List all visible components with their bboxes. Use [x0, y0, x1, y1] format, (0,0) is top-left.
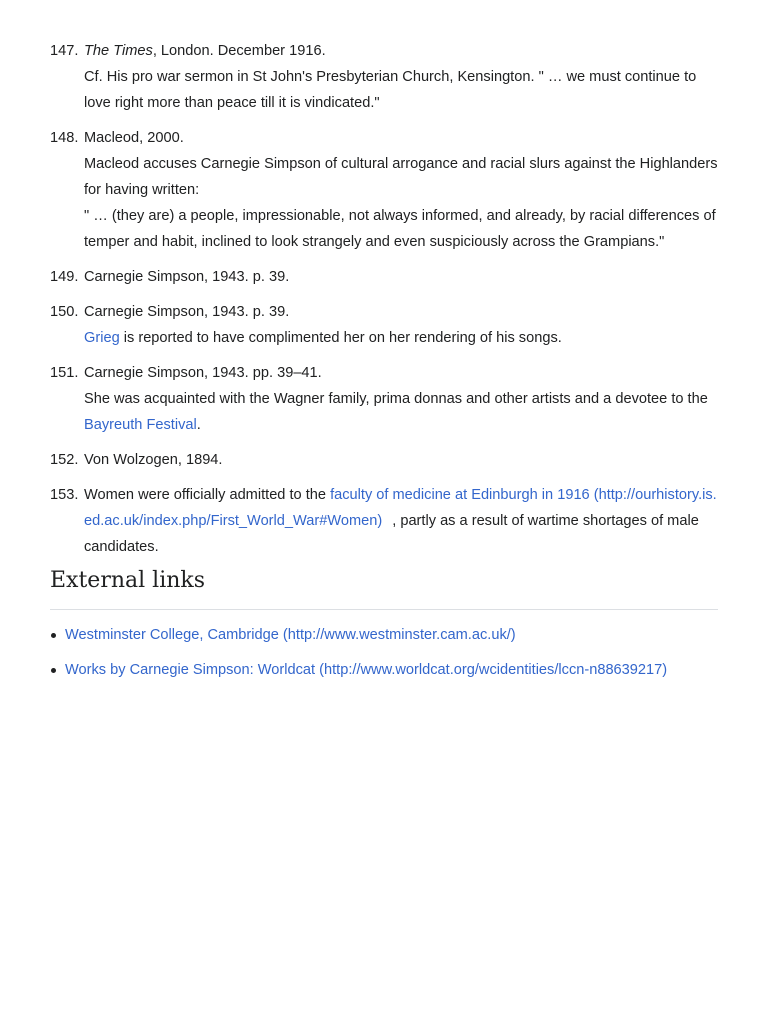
bullet-icon [51, 633, 56, 638]
citation-title: The Times [84, 43, 153, 59]
grieg-link[interactable]: Grieg [84, 330, 120, 346]
references-list [50, 38, 720, 569]
edinburgh-medicine-link[interactable]: faculty of medicine at Edinburgh in 1916 (http://ourhistory.is.ed.ac.uk/index.php/First_World_War#Women) [84, 487, 717, 529]
westminster-college-link[interactable]: Westminster College, Cambridge (http://www.westminster.cam.ac.uk/) [65, 627, 516, 643]
reference-153 [50, 482, 720, 560]
reference-number: 149. [50, 269, 79, 285]
reference-number: 152. [50, 452, 79, 468]
reference-citation: Carnegie Simpson, 1943. p. 39. [84, 269, 290, 285]
external-link-item [50, 622, 720, 648]
reference-citation: Macleod, 2000. [84, 130, 184, 146]
reference-148 [50, 125, 720, 255]
external-links-list [50, 622, 720, 692]
reference-number: 147. [50, 43, 79, 59]
reference-number: 151. [50, 365, 79, 381]
bullet-icon [51, 668, 56, 673]
external-link-item [50, 657, 720, 683]
reference-citation: Women were officially admitted to the faculty of medicine at Edinburgh in 1916 (http://ourhistory.is.ed.ac.uk/index.php/First_World_War#Women) , partly as a result of wartime shortages of male candidates. [84, 487, 717, 555]
reference-note: Grieg is reported to have complimented her on her rendering of his songs. [84, 330, 562, 346]
external-links-heading: External links [50, 564, 718, 610]
reference-note: She was acquainted with the Wagner family, prima donnas and other artists and a devotee to the Bayreuth Festival. [84, 391, 708, 433]
reference-number: 148. [50, 130, 79, 146]
worldcat-link[interactable]: Works by Carnegie Simpson: Worldcat (http://www.worldcat.org/wcidentities/lccn-n88639217) [65, 662, 668, 678]
reference-149 [50, 264, 720, 290]
reference-citation: The Times, London. December 1916. [84, 43, 326, 59]
reference-citation: Von Wolzogen, 1894. [84, 452, 223, 468]
reference-note: Macleod accuses Carnegie Simpson of cultural arrogance and racial slurs against the Highlanders for having written: [84, 156, 718, 198]
reference-147 [50, 38, 720, 116]
reference-quote: " … (they are) a people, impressionable, not always informed, and already, by racial differences of temper and habit, inclined to look strangely and even suspiciously across the Grampians." [84, 208, 716, 250]
reference-note: Cf. His pro war sermon in St John's Presbyterian Church, Kensington. " … we must continue to love right more than peace till it is vindicated." [84, 69, 697, 111]
reference-citation: Carnegie Simpson, 1943. p. 39. [84, 304, 290, 320]
reference-citation: Carnegie Simpson, 1943. pp. 39–41. [84, 365, 322, 381]
reference-150 [50, 299, 720, 351]
reference-number: 153. [50, 487, 79, 503]
bayreuth-festival-link[interactable]: Bayreuth Festival [84, 417, 197, 433]
reference-152 [50, 447, 720, 473]
reference-151 [50, 360, 720, 438]
reference-number: 150. [50, 304, 79, 320]
